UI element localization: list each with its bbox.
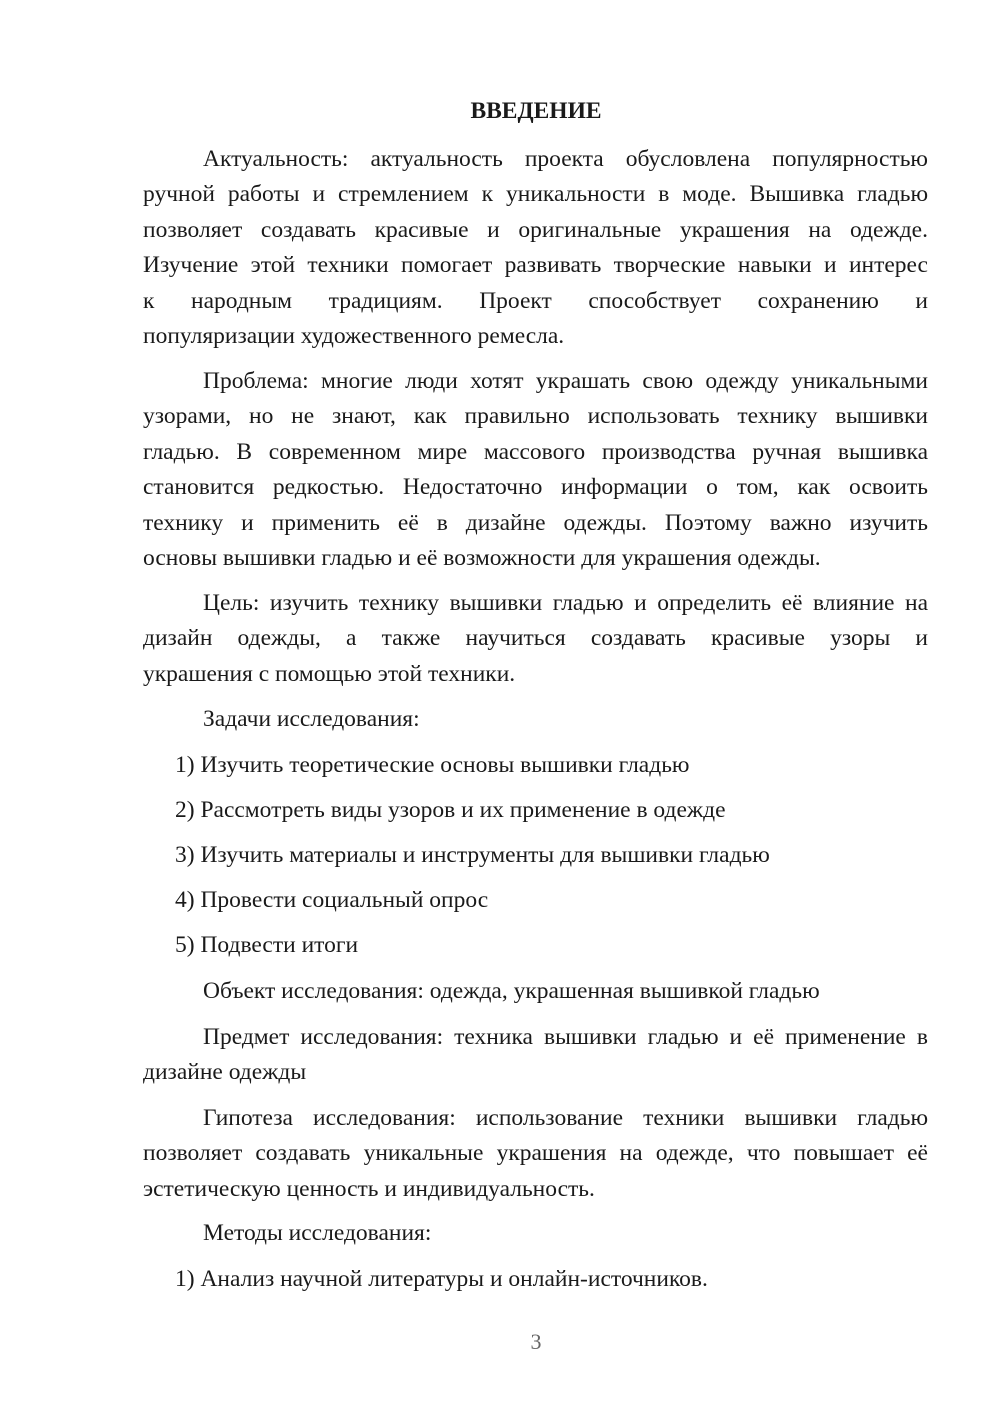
text-line: дизайн одежды, а также научиться создавать красивые узоры и	[143, 625, 928, 652]
method-item: 1) Анализ научной литературы и онлайн-источников.	[175, 1266, 708, 1292]
page-title: ВВЕДЕНИЕ	[470, 98, 602, 124]
text-line: позволяет создавать красивые и оригинальные украшения на одежде.	[143, 216, 928, 243]
goal-paragraph	[143, 586, 928, 692]
text-line: основы вышивки гладью и её возможности для украшения одежды.	[143, 545, 821, 572]
text-line: узорами, но не знают, как правильно использовать технику вышивки	[143, 403, 928, 430]
subject-paragraph	[143, 1020, 928, 1091]
task-item: 3) Изучить материалы и инструменты для вышивки гладью	[175, 842, 770, 868]
task-item: 5) Подвести итоги	[175, 932, 359, 958]
task-item: 2) Рассмотреть виды узоров и их применение в одежде	[175, 797, 726, 823]
page-number: 3	[530, 1329, 542, 1354]
text-line: ручной работы и стремлением к уникальности в моде. Вышивка гладью	[143, 181, 928, 208]
hypothesis-paragraph	[143, 1101, 928, 1207]
text-line: Предмет исследования: техника вышивки гладью и её применение в	[203, 1024, 928, 1050]
text-line: становится редкостью. Недостаточно информации о том, как освоить	[143, 474, 928, 501]
text-line: Проблема: многие люди хотят украшать свою одежду уникальными	[203, 368, 928, 394]
text-line: Цель: изучить технику вышивки гладью и определить её влияние на	[203, 590, 928, 616]
task-item: 4) Провести социальный опрос	[175, 887, 489, 913]
text-line: гладью. В современном мире массового производства ручная вышивка	[143, 438, 928, 465]
text-line: позволяет создавать уникальные украшения на одежде, что повышает её	[143, 1140, 928, 1167]
text-line: украшения с помощью этой техники.	[143, 660, 516, 687]
text-line: Актуальность: актуальность проекта обусловлена популярностью	[203, 146, 928, 172]
text-line: популяризации художественного ремесла.	[143, 323, 565, 350]
methods-title: Методы исследования:	[203, 1220, 432, 1246]
problem-paragraph	[143, 364, 928, 576]
text-line: к народным традициям. Проект способствует сохранению и	[143, 287, 928, 314]
relevance-paragraph	[143, 142, 928, 354]
text-line: Изучение этой техники помогает развивать творческие навыки и интерес	[143, 252, 928, 279]
object-line: Объект исследования: одежда, украшенная вышивкой гладью	[203, 978, 820, 1004]
text-line: дизайне одежды	[143, 1059, 307, 1086]
task-item: 1) Изучить теоретические основы вышивки гладью	[175, 752, 690, 778]
text-line: эстетическую ценность и индивидуальность.	[143, 1175, 595, 1202]
text-line: технику и применить её в дизайне одежды. Поэтому важно изучить	[143, 509, 928, 536]
text-line: Гипотеза исследования: использование техники вышивки гладью	[203, 1105, 928, 1131]
tasks-title: Задачи исследования:	[203, 706, 420, 732]
